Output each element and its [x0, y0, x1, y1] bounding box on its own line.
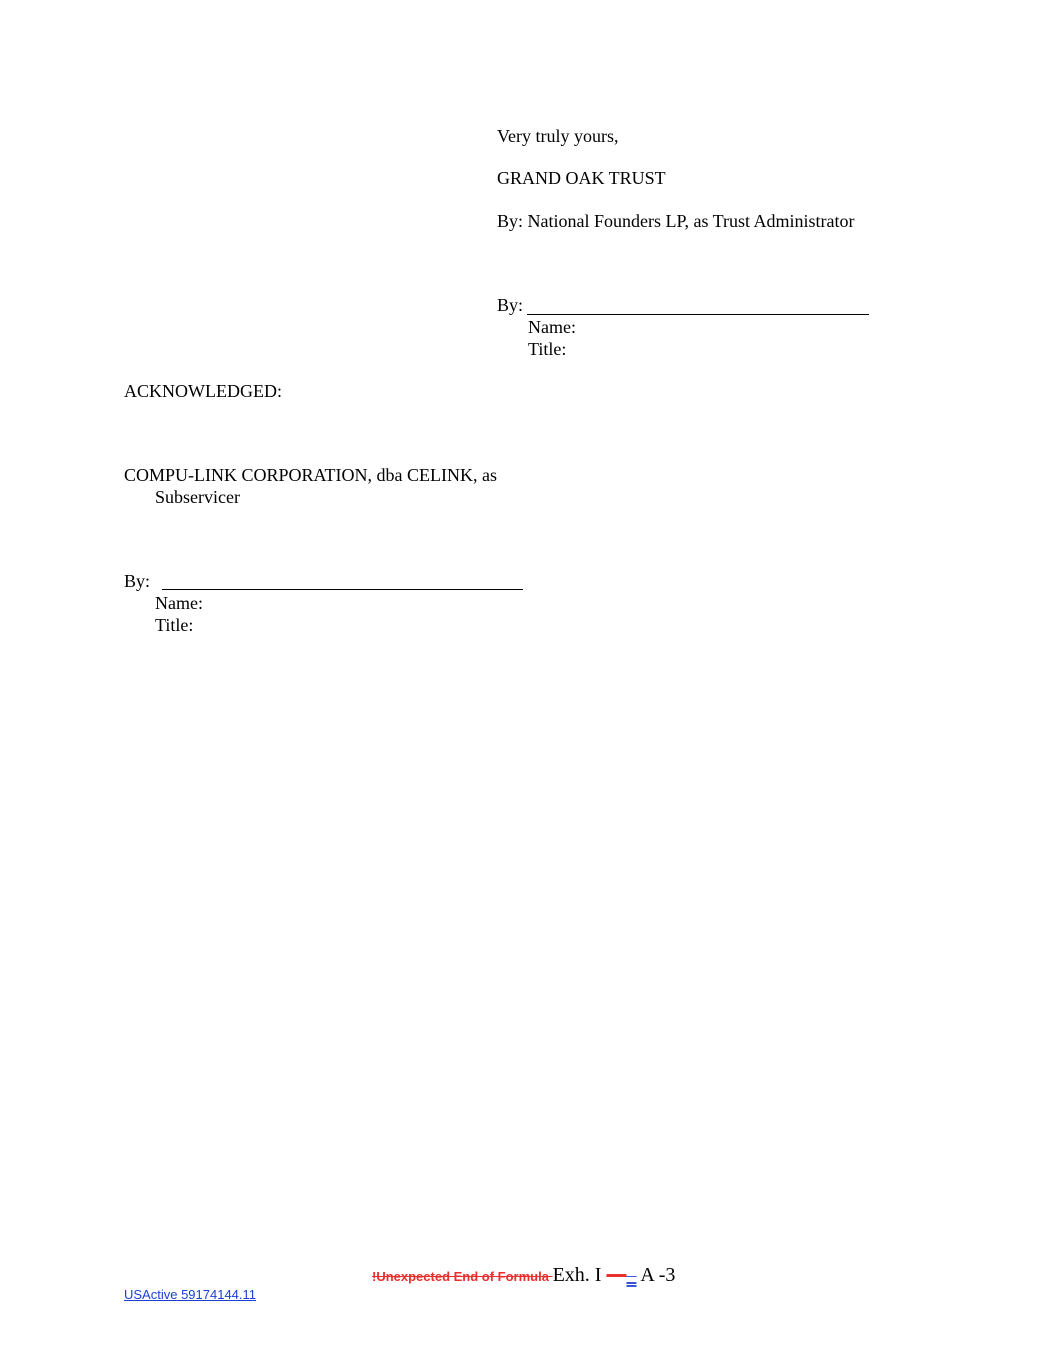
trust-administrator-line: By: National Founders LP, as Trust Administrator: [497, 211, 855, 231]
subservicer-by-label: By:: [124, 571, 151, 591]
closing-salutation: Very truly yours,: [497, 126, 619, 146]
acknowledged-heading: ACKNOWLEDGED:: [124, 381, 282, 401]
trust-name-label: Name:: [528, 317, 576, 337]
subservicer-name-label: Name:: [155, 593, 203, 613]
exhibit-prefix: Exh. I: [552, 1264, 607, 1286]
trust-entity-name: GRAND OAK TRUST: [497, 168, 666, 188]
page-footer-exhibit: [372, 1264, 675, 1287]
subservicer-entity-line2: Subservicer: [155, 487, 240, 507]
trust-signature-line: [527, 314, 869, 315]
subservicer-title-label: Title:: [155, 615, 194, 635]
formula-error-text: !Unexpected End of Formula: [372, 1269, 553, 1284]
trust-title-label: Title:: [528, 339, 567, 359]
document-id-link[interactable]: USActive 59174144.11: [124, 1287, 257, 1302]
subservicer-entity-line1: COMPU-LINK CORPORATION, dba CELINK, as: [124, 465, 497, 485]
deleted-dash-mark: —: [606, 1264, 627, 1286]
trust-by-label: By:: [497, 295, 524, 315]
exhibit-page-number: A -3: [636, 1264, 676, 1286]
subservicer-signature-line: [162, 589, 523, 590]
inserted-dash-mark: –: [626, 1264, 637, 1286]
